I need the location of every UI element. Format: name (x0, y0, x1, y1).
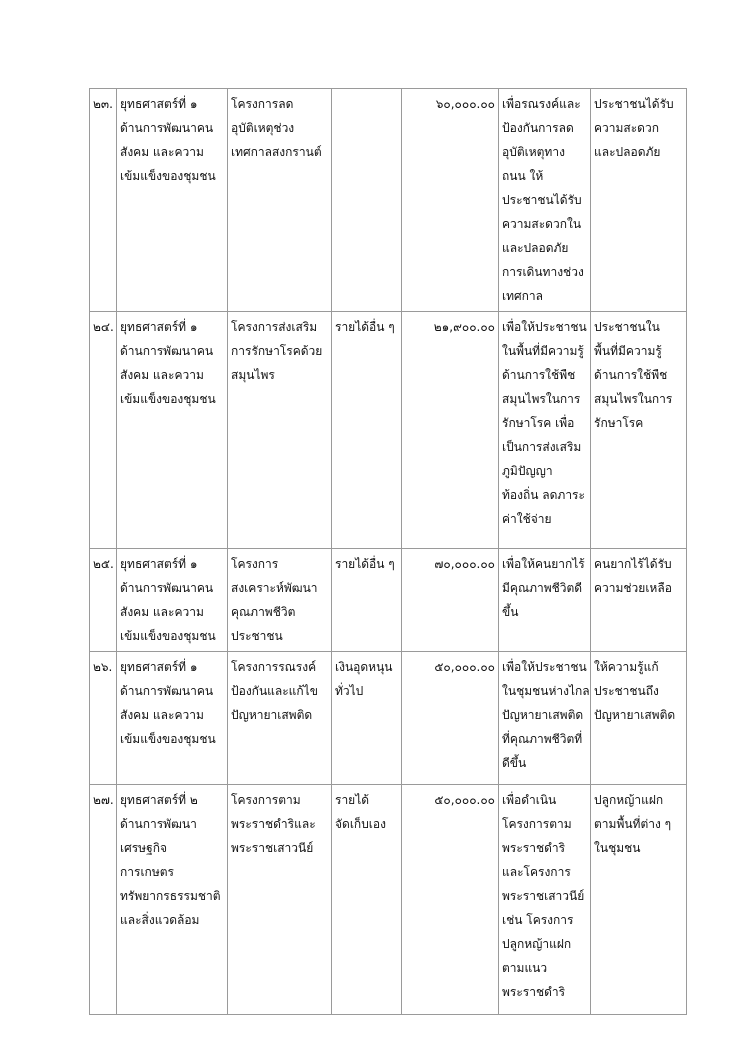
budget-amount-cell-text: ๖๐,๐๐๐.๐๐ (435, 97, 495, 111)
cell-text-line: พระราชดำริและ (231, 817, 316, 831)
cell-text-line: การเกษตร (120, 865, 174, 879)
cell-text-line: เงินอุดหนุน (335, 660, 393, 674)
cell-text-line: ยุทธศาสตร์ที่ ๒ (120, 793, 198, 807)
cell-text-line: โครงการตาม (502, 817, 572, 831)
cell-text-line: พระราชดำริ (502, 841, 566, 855)
budget-amount-cell (402, 89, 499, 312)
cell-text-line: เพื่อให้ประชาชน (502, 320, 587, 334)
cell-text-line: คุณภาพชีวิต (231, 605, 296, 619)
cell-text-line: ป้องกันการลด (502, 121, 574, 135)
cell-text-line: ภูมิปัญญา (502, 464, 553, 478)
cell-text-line: เพื่อให้ประชาชน (502, 660, 587, 674)
cell-text-line: ด้านการพัฒนาคน (120, 344, 214, 358)
budget-source-cell (332, 785, 402, 1015)
budget-amount-cell-text: ๕๐,๐๐๐.๐๐ (434, 793, 495, 807)
cell-text-line: รักษาโรค เพื่อ (502, 416, 575, 430)
cell-text-line: ยุทธศาสตร์ที่ ๑ (120, 660, 198, 674)
budget-source-cell (332, 549, 402, 652)
cell-text-line: อุบัติเหตุช่วง (231, 121, 295, 135)
row-number (90, 549, 117, 652)
cell-text-line: ด้านการพัฒนาคน (120, 581, 214, 595)
cell-text-line: สมุนไพร (231, 368, 275, 382)
cell-text-line: ปลูกหญ้าแฝก (594, 793, 664, 807)
budget-source-cell (332, 652, 402, 785)
cell-text-line: ความสะดวก (594, 121, 659, 135)
cell-text-line: ค่าใช้จ่าย (502, 512, 552, 526)
cell-text-line: จัดเก็บเอง (335, 817, 386, 831)
table-row (90, 89, 687, 312)
expected-result-cell (591, 312, 687, 549)
cell-text-line: สังคม และความ (120, 368, 204, 382)
cell-text-line: การรักษาโรคด้วย (231, 344, 323, 358)
cell-text-line: โครงการ (231, 557, 279, 571)
project-name-cell (228, 312, 332, 549)
cell-text-line: ในพื้นที่มีความรู้ (502, 344, 584, 358)
cell-text-line: ด้านการใช้พืช (502, 368, 576, 382)
row-number-text: ๒๗. (93, 793, 114, 807)
cell-text-line: และปลอดภัย (594, 145, 661, 159)
cell-text-line: ทั่วไป (335, 684, 364, 698)
cell-text-line: ด้านการพัฒนา (120, 817, 197, 831)
cell-text-line: ความช่วยเหลือ (594, 581, 672, 595)
cell-text-line: ประชาชน (231, 629, 283, 643)
cell-text-line: เข้มแข็งของชุมชน (120, 732, 216, 746)
row-number (90, 652, 117, 785)
cell-text-line: ป้องกันและแก้ไข (231, 684, 318, 698)
cell-text-line: ให้ความรู้แก้ (594, 660, 659, 674)
cell-text-line: ปัญหายาเสพติด (231, 708, 313, 722)
cell-text-line: สังคม และความ (120, 145, 204, 159)
cell-text-line: รายได้อื่น ๆ (335, 320, 395, 334)
project-name-cell (228, 89, 332, 312)
strategy-cell (117, 549, 228, 652)
cell-text-line: โครงการส่งเสริม (231, 320, 318, 334)
cell-text-line: ทรัพยากรธรรมชาติ (120, 889, 221, 903)
table-row (90, 785, 687, 1015)
cell-text-line: รายได้ (335, 793, 370, 807)
cell-text-line: พระราชเสาวนีย์ (502, 889, 585, 903)
cell-text-line: เพื่อให้คนยากไร้ (502, 557, 585, 571)
budget-amount-cell-text: ๒๑,๙๐๐.๐๐ (433, 320, 495, 334)
table-body (90, 89, 687, 1015)
budget-amount-cell (402, 312, 499, 549)
cell-text-line: เข้มแข็งของชุมชน (120, 169, 216, 183)
table-row (90, 312, 687, 549)
cell-text-line: พระราชเสาวนีย์ (231, 841, 314, 855)
budget-amount-cell (402, 549, 499, 652)
cell-text-line: ในชุมชน (594, 841, 641, 855)
budget-source-cell (332, 312, 402, 549)
cell-text-line: พื้นที่มีความรู้ (594, 344, 662, 358)
budget-amount-cell (402, 785, 499, 1015)
expected-result-cell (591, 652, 687, 785)
cell-text-line: ขึ้น (502, 605, 519, 619)
objective-cell (499, 312, 591, 549)
cell-text-line: การเดินทางช่วง (502, 265, 584, 279)
cell-text-line: เข้มแข็งของชุมชน (120, 629, 216, 643)
cell-text-line: เพื่อดำเนิน (502, 793, 557, 807)
strategy-cell (117, 785, 228, 1015)
cell-text-line: ตามแนว (502, 961, 548, 975)
cell-text-line: เทศกาล (502, 289, 543, 303)
strategy-cell (117, 89, 228, 312)
row-number (90, 89, 117, 312)
budget-amount-cell-text: ๗๐,๐๐๐.๐๐ (434, 557, 495, 571)
expected-result-cell (591, 549, 687, 652)
cell-text-line: รักษาโรค (594, 416, 644, 430)
table-row (90, 549, 687, 652)
objective-cell (499, 652, 591, 785)
cell-text-line: ตามพื้นที่ต่าง ๆ (594, 817, 672, 831)
row-number (90, 312, 117, 549)
cell-text-line: ยุทธศาสตร์ที่ ๑ (120, 97, 198, 111)
cell-text-line: และปลอดภัย (502, 241, 569, 255)
cell-text-line: เช่น โครงการ (502, 913, 574, 927)
strategy-cell (117, 652, 228, 785)
cell-text-line: สงเคราะห์พัฒนา (231, 581, 318, 595)
cell-text-line: ด้านการพัฒนาคน (120, 121, 214, 135)
cell-text-line: พระราชดำริ (502, 985, 566, 999)
cell-text-line: สมุนไพรในการ (502, 392, 581, 406)
cell-text-line: เป็นการส่งเสริม (502, 440, 582, 454)
row-number (90, 785, 117, 1015)
project-name-cell (228, 652, 332, 785)
cell-text-line: โครงการตาม (231, 793, 301, 807)
cell-text-line: ประชาชนถึง (594, 684, 659, 698)
expected-result-cell (591, 89, 687, 312)
budget-amount-cell (402, 652, 499, 785)
cell-text-line: โครงการรณรงค์ (231, 660, 317, 674)
cell-text-line: เทศกาลสงกรานต์ (231, 145, 322, 159)
cell-text-line: ประชาชนได้รับ (594, 97, 674, 111)
cell-text-line: ดีขึ้น (502, 756, 527, 770)
objective-cell (499, 89, 591, 312)
budget-source-cell (332, 89, 402, 312)
row-number-text: ๒๖. (93, 660, 113, 674)
cell-text-line: เพื่อรณรงค์และ (502, 97, 581, 111)
cell-text-line: และโครงการ (502, 865, 571, 879)
cell-text-line: เศรษฐกิจ (120, 841, 167, 855)
cell-text-line: ประชาชนได้รับ (502, 193, 582, 207)
cell-text-line: มีคุณภาพชีวิตดี (502, 581, 583, 595)
cell-text-line: สังคม และความ (120, 605, 204, 619)
cell-text-line: ด้านการพัฒนาคน (120, 684, 214, 698)
row-number-text: ๒๔. (93, 320, 114, 334)
cell-text-line: ยุทธศาสตร์ที่ ๑ (120, 320, 198, 334)
objective-cell (499, 549, 591, 652)
cell-text-line: รายได้อื่น ๆ (335, 557, 395, 571)
budget-amount-cell-text: ๕๐,๐๐๐.๐๐ (434, 660, 495, 674)
cell-text-line: ด้านการใช้พืช (594, 368, 668, 382)
cell-text-line: ปลูกหญ้าแฝก (502, 937, 572, 951)
cell-text-line: เข้มแข็งของชุมชน (120, 392, 216, 406)
cell-text-line: อุบัติเหตุทาง (502, 145, 565, 159)
cell-text-line: ถนน ให้ (502, 169, 544, 183)
table-row (90, 652, 687, 785)
cell-text-line: ปัญหายาเสพติด (594, 708, 676, 722)
cell-text-line: สมุนไพรในการ (594, 392, 673, 406)
cell-text-line: ความสะดวกใน (502, 217, 582, 231)
cell-text-line: คนยากไร้ได้รับ (594, 557, 672, 571)
cell-text-line: และสิ่งแวดล้อม (120, 913, 200, 927)
project-name-cell (228, 549, 332, 652)
strategy-cell (117, 312, 228, 549)
cell-text-line: ท้องถิ่น ลดภาระ (502, 488, 585, 502)
row-number-text: ๒๓. (93, 97, 113, 111)
cell-text-line: ที่คุณภาพชีวิตที่ (502, 732, 583, 746)
cell-text-line: ยุทธศาสตร์ที่ ๑ (120, 557, 198, 571)
row-number-text: ๒๕. (93, 557, 114, 571)
project-name-cell (228, 785, 332, 1015)
cell-text-line: สังคม และความ (120, 708, 204, 722)
objective-cell (499, 785, 591, 1015)
cell-text-line: โครงการลด (231, 97, 294, 111)
expected-result-cell (591, 785, 687, 1015)
cell-text-line: ประชาชนใน (594, 320, 660, 334)
project-plan-table (89, 88, 687, 1015)
cell-text-line: ปัญหายาเสพติด (502, 708, 584, 722)
cell-text-line: ในชุมชนห่างไกล (502, 684, 590, 698)
